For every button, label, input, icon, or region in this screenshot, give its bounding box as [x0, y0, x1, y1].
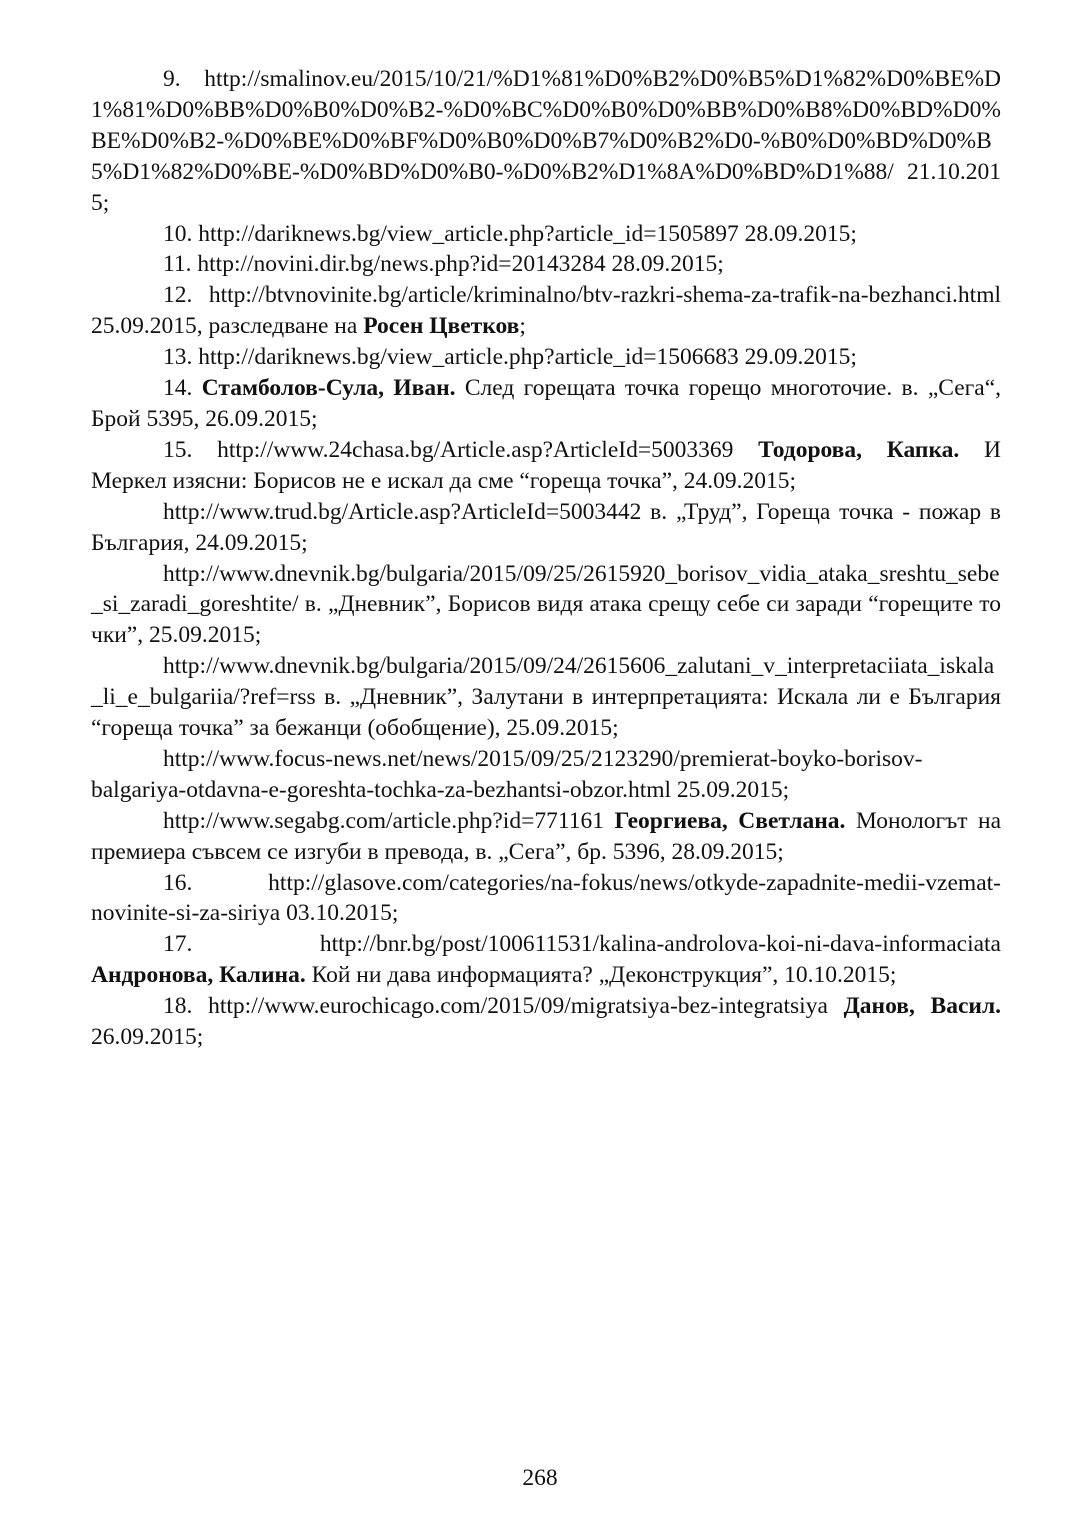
reference-author: Данов, Васил.	[843, 993, 1002, 1020]
reference-text: http://btvnovinite.bg/article/kriminalno/btv-razkri-shema-za-trafik-na-bezhanci.html 25.09.2015, разследване на	[91, 282, 1001, 340]
reference-number: 17.	[163, 931, 193, 958]
reference-text-tail: И Меркел изясни: Борисов не е искал да сме “гореща точка”, 24.09.2015;	[91, 436, 1002, 494]
reference-author: Стамболов-Сула, Иван.	[201, 375, 456, 402]
reference-item	[91, 219, 1001, 250]
reference-author: Георгиева, Светлана.	[614, 807, 846, 834]
reference-item	[91, 249, 1001, 280]
reference-item	[91, 806, 1001, 868]
reference-author: Андронова, Калина.	[91, 962, 306, 989]
reference-text: http://glasove.com/categories/na-fokus/news/otkyde-zapadnite-medii-vzemat-novinite-si-za-siriya 03.10.2015;	[91, 869, 1001, 927]
reference-number: 11.	[163, 251, 192, 278]
reference-item	[91, 373, 1001, 435]
reference-item	[91, 497, 1001, 559]
reference-item	[91, 342, 1001, 373]
reference-item	[91, 868, 1001, 930]
reference-text: http://www.dnevnik.bg/bulgaria/2015/09/24/2615606_zalutani_v_interpretaciiata_iskala_li_e_bulgariia/?ref=rss в. „Дневник”, Залутани в интерпретацията: Искала ли е България “гореща точка” за бежанци (обобщение), 25.09.2015;	[91, 653, 1001, 742]
reference-item	[91, 929, 1001, 991]
reference-number: 15.	[163, 436, 193, 463]
reference-item	[91, 64, 1001, 219]
reference-author: Тодорова, Капка.	[758, 436, 960, 463]
reference-number: 18.	[163, 993, 193, 1020]
reference-text-tail: След горещата точка горещо многоточие. в. „Сега“, Брой 5395, 26.09.2015;	[91, 375, 1002, 432]
reference-text: http://www.24chasa.bg/Article.asp?ArticleId=5003369	[217, 436, 734, 463]
reference-list	[91, 64, 1001, 1053]
reference-text: http://smalinov.eu/2015/10/21/%D1%81%D0%B2%D0%B5%D1%82%D0%BE%D1%81%D0%BB%D0%B0%D0%B2-%D0%BC%D0%B0%D0%BB%D0%B8%D0%BD%D0%BE%D0%B2-%D0%BE%D0%BF%D0%B0%D0%B7%D0%B2%D0-%B0%D0%BD%D0%B5%D1%82%D0%BE-%D0%BD%D0%B0-%D0%B2%D1%8A%D0%BD%D1%88/ 21.10.2015;	[91, 66, 1001, 216]
reference-text: http://www.focus-news.net/news/2015/09/25/2123290/premierat-boyko-borisov-balgariya-otdavna-e-goreshta-tochka-za-bezhantsi-obzor.html 25.09.2015;	[91, 745, 923, 803]
reference-text-tail: 26.09.2015;	[91, 1024, 204, 1051]
reference-text: http://dariknews.bg/view_article.php?article_id=1505897 28.09.2015;	[198, 220, 857, 247]
reference-item	[91, 651, 1001, 744]
reference-text-tail: Монологът на премиера съвсем се изгуби в превода, в. „Сега”, бр. 5396, 28.09.2015;	[91, 807, 1002, 865]
reference-item	[91, 280, 1001, 342]
reference-item	[91, 991, 1001, 1053]
page-number: 268	[522, 1465, 558, 1491]
reference-text: http://novini.dir.bg/news.php?id=20143284 28.09.2015;	[197, 251, 724, 278]
reference-text: http://www.segabg.com/article.php?id=771161	[163, 807, 604, 834]
reference-text-tail: Кой ни дава информацията? „Деконструкция”, 10.10.2015;	[311, 962, 897, 989]
reference-number: 9.	[163, 66, 181, 92]
reference-text-tail: ;	[519, 313, 526, 340]
reference-item	[91, 559, 1001, 652]
reference-text: http://www.dnevnik.bg/bulgaria/2015/09/25/2615920_borisov_vidia_ataka_sreshtu_sebe_si_zaradi_goreshtite/ в. „Дневник”, Борисов видя атака срещу себе си заради “горещите точки”, 25.09.2015;	[91, 560, 1001, 649]
reference-number: 13.	[163, 344, 193, 371]
reference-text: http://www.trud.bg/Article.asp?ArticleId=5003442 в. „Труд”, Гореща точка - пожар в България, 24.09.2015;	[91, 498, 1001, 556]
reference-number: 14.	[163, 375, 193, 402]
reference-number: 12.	[163, 282, 193, 309]
reference-text: http://www.eurochicago.com/2015/09/migratsiya-bez-integratsiya	[208, 993, 828, 1020]
reference-author: Росен Цветков	[363, 313, 520, 340]
reference-number: 10.	[163, 220, 193, 247]
reference-item	[91, 744, 1001, 806]
reference-number: 16.	[163, 869, 193, 896]
reference-text: http://bnr.bg/post/100611531/kalina-androlova-koi-ni-dava-informaciata	[319, 931, 1001, 958]
reference-text: http://dariknews.bg/view_article.php?article_id=1506683 29.09.2015;	[198, 344, 857, 371]
reference-item	[91, 435, 1001, 497]
